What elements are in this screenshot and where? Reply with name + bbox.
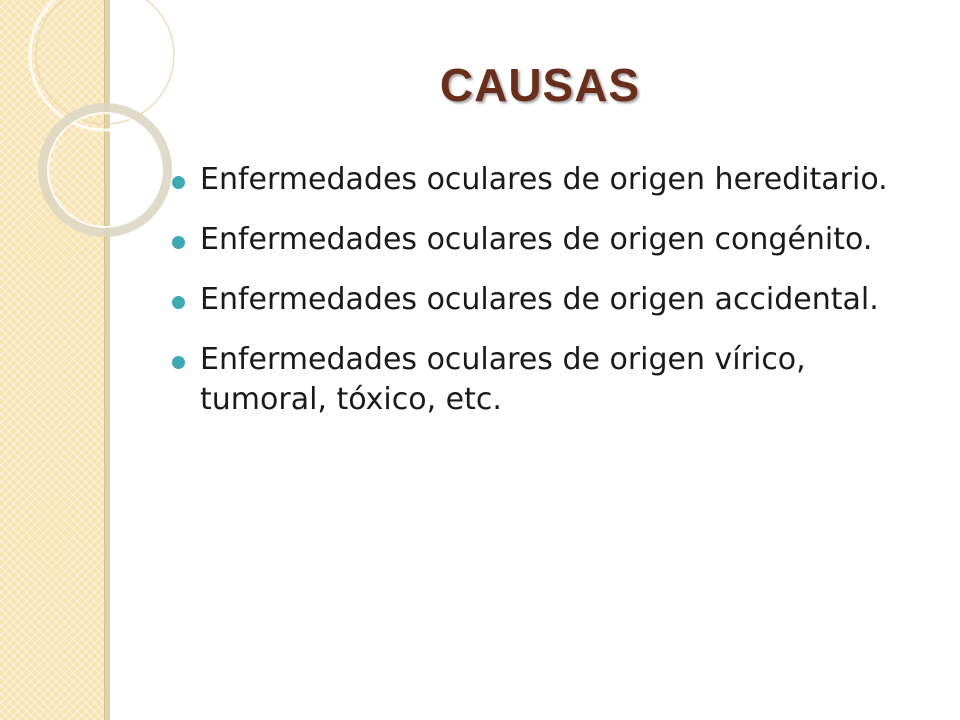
bullet-dot-icon: [172, 296, 185, 309]
bullet-list: [170, 160, 930, 440]
bullet-dot-icon: [172, 176, 185, 189]
slide-title: CAUSAS: [439, 59, 641, 111]
bullet-item: [170, 160, 930, 200]
bullet-dot-icon: [172, 356, 185, 369]
bullet-item: [170, 220, 930, 260]
bullet-text: Enfermedades oculares de origen hereditario.: [200, 162, 888, 197]
bullet-text: Enfermedades oculares de origen vírico, tumoral, tóxico, etc.: [200, 342, 806, 417]
bullet-text: Enfermedades oculares de origen congénito.: [200, 222, 873, 257]
bullet-text: Enfermedades oculares de origen accidental.: [200, 282, 879, 317]
bullet-item: [170, 340, 930, 420]
bullet-dot-icon: [172, 236, 185, 249]
bullet-item: [170, 280, 930, 320]
